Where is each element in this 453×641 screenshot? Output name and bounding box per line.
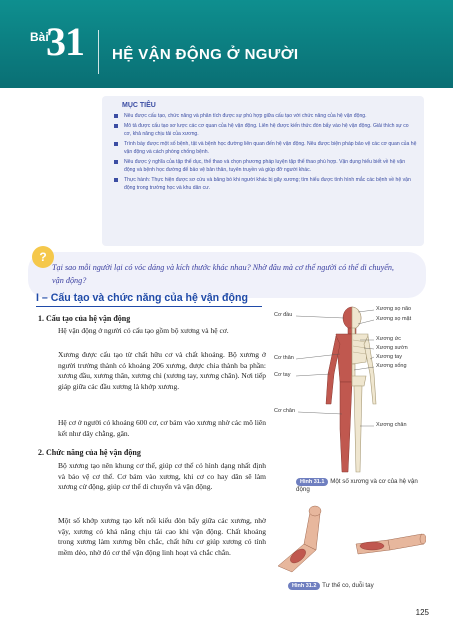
figure-tag: Hình 31.1	[296, 478, 328, 486]
paragraph: Xương được cấu tạo từ chất hữu cơ và chất khoáng. Bộ xương ở người trưởng thành có khoảng 206 xương, được chia thành ba phần: xương đầu, xương thân, xương chi (xương tay, xương chân). Nơi tiếp giáp giữa các đầu xương là khớp xương.	[58, 350, 266, 391]
header-divider	[98, 30, 99, 74]
figure-label: Cơ chân	[274, 408, 296, 414]
subheading-function: 2. Chức năng của hệ vận động	[38, 448, 141, 457]
figure-arm-poses	[276, 504, 426, 576]
lesson-number: 31	[46, 19, 84, 64]
figure-caption-text: Một số xương và cơ của hệ vận động	[296, 478, 418, 493]
objectives-heading: MỤC TIÊU	[122, 102, 156, 109]
objectives-box	[102, 96, 424, 246]
figure-label: Xương sườn	[376, 345, 408, 351]
figure-tag: Hình 31.2	[288, 582, 320, 590]
figure-label: Xương ức	[376, 336, 402, 342]
figure-label: Cơ đầu	[274, 312, 293, 318]
lightbulb-icon: ?	[32, 246, 54, 268]
paragraph: Hệ vận động ở người có cấu tạo gồm bộ xương và hệ cơ.	[58, 326, 229, 335]
figure-caption-31-1	[296, 478, 426, 493]
figure-label: Xương tay	[376, 354, 402, 360]
objective-item: Trình bày được một số bệnh, tật và bệnh học đường liên quan đến hệ vận động. Nêu được biện pháp bảo vệ các cơ quan của hệ vận động và cách phòng chống bệnh.	[112, 140, 417, 156]
objective-item: Nêu được ý nghĩa của tập thể dục, thể thao và chọn phương pháp luyện tập thể thao phù hợp. Vận dụng hiểu biết về hệ vận động và bệnh học đường để bảo vệ bản thân, tuyên truyền và giúp đỡ người khác.	[112, 158, 417, 174]
objective-item: Mô tả được cấu tạo sơ lược các cơ quan của hệ vận động. Liên hệ được kiến thức đòn bẩy vào hệ vận động. Giải thích sự co cơ, khả năng chịu tải của xương.	[112, 122, 417, 138]
figure-label: Xương sọ não	[376, 306, 412, 312]
chapter-header	[0, 0, 453, 88]
arm-flex-extend-illustration	[276, 504, 426, 576]
objective-item: Thực hành: Thực hiện được sơ cứu và băng bó khi người khác bị gãy xương; tìm hiểu được tình hình mắc các bệnh về hệ vận động trong trường học và khu dân cư.	[112, 176, 417, 192]
figure-caption-31-2	[288, 582, 428, 590]
paragraph: Hệ cơ ở người có khoảng 600 cơ, cơ bám vào xương nhờ các mô liên kết như dây chằng, gân.	[58, 418, 266, 438]
section-title: I – Cấu tạo và chức năng của hệ vận động	[36, 292, 248, 304]
skeleton-muscle-illustration	[274, 304, 434, 480]
opening-question-text: Tại sao mỗi người lại có vóc dáng và kích thước khác nhau? Nhờ đâu mà cơ thể người có thể di chuyển, vận động?	[52, 263, 394, 285]
page-number: 125	[415, 608, 429, 617]
lesson-title: HỆ VẬN ĐỘNG Ở NGƯỜI	[112, 46, 299, 63]
figure-label: Cơ thân	[274, 355, 294, 361]
paragraph: Bộ xương tạo nên khung cơ thể, giúp cơ thể có hình dạng nhất định và bảo vệ cơ thể. Cơ bám vào xương, khi cơ co hay dãn sẽ làm xương cử động, giúp cơ thể di chuyển và vận động.	[58, 461, 266, 492]
subheading-structure: 1. Cấu tạo của hệ vận động	[38, 314, 131, 323]
figure-label: Cơ tay	[274, 372, 291, 378]
figure-label: Xương sọ mặt	[376, 316, 412, 322]
lesson-label: Bài	[30, 30, 49, 44]
paragraph: Một số khớp xương tạo kết nối kiểu đòn bẩy giữa các xương, nhờ vậy, xương có khả năng chịu tải cao khi vận động. Chất khoáng trong xương làm xương bền chắc, chất hữu cơ giúp xương có tính mềm dẻo, nhờ đó cơ thể vận động linh hoạt và chắc chắn.	[58, 516, 266, 557]
objectives-list	[112, 112, 417, 194]
objective-item: Nêu được cấu tạo, chức năng và phân tích được sự phù hợp giữa cấu tạo với chức năng của hệ vận động.	[112, 112, 417, 120]
figure-caption-text: Tư thế co, duỗi tay	[322, 582, 374, 589]
figure-label: Xương sống	[376, 363, 407, 369]
section-underline	[36, 306, 262, 307]
figure-label: Xương chân	[376, 422, 407, 428]
figure-skeleton-muscle	[274, 304, 434, 480]
